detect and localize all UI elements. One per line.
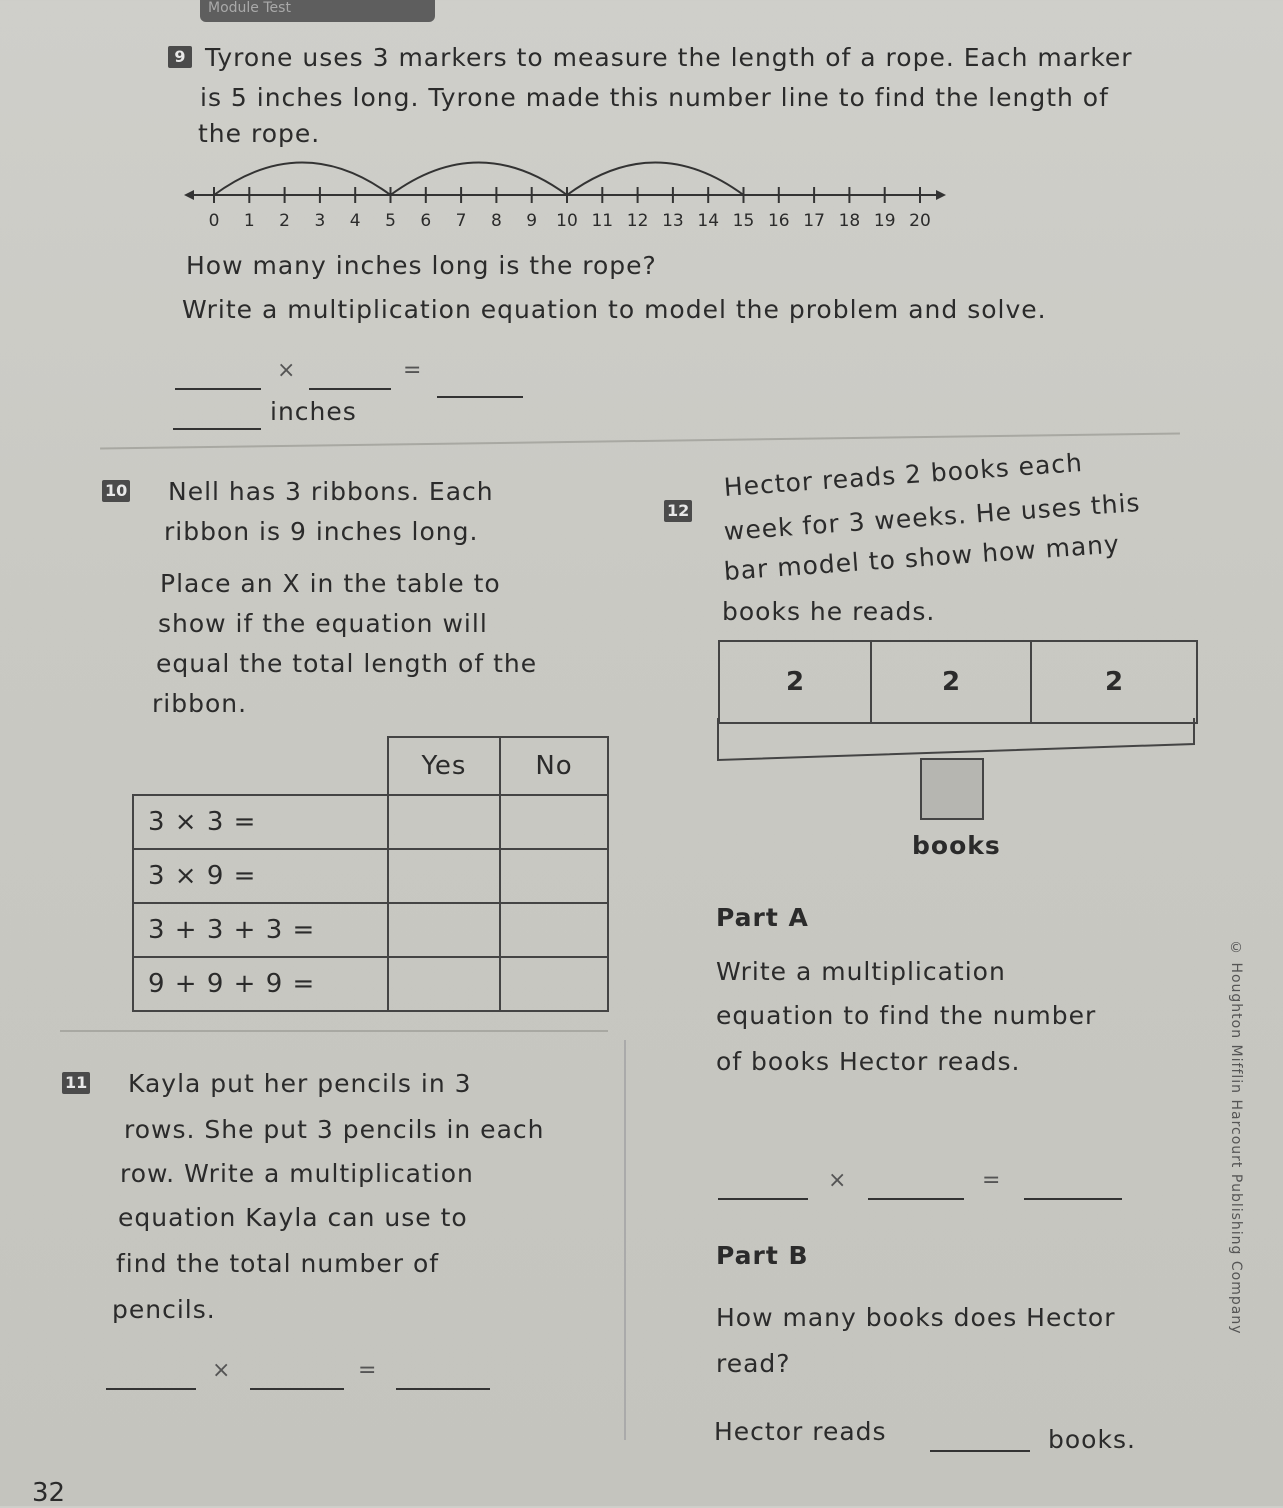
q11-number: 11 xyxy=(62,1072,90,1094)
q9-line1: Tyrone uses 3 markers to measure the length of a rope. Each marker xyxy=(205,43,1133,72)
q10-line5: equal the total length of the xyxy=(156,649,538,678)
q11-equation xyxy=(106,1358,506,1398)
tick-label: 0 xyxy=(208,211,220,231)
q9-equals: = xyxy=(403,358,422,383)
q12-answer-box[interactable] xyxy=(920,758,984,820)
q12-part-a-line3: of books Hector reads. xyxy=(716,1047,1021,1076)
q9-times: × xyxy=(277,358,296,383)
q10-row-4-equation: 9 + 9 + 9 = xyxy=(133,957,388,1011)
q11-equals: = xyxy=(358,1358,377,1383)
q12-part-b-line2: read? xyxy=(716,1349,791,1378)
q10-line2: ribbon is 9 inches long. xyxy=(164,517,479,546)
q12-total-bracket xyxy=(716,716,1198,764)
q10-line4: show if the equation will xyxy=(158,609,488,638)
q12-part-a-line1: Write a multiplication xyxy=(716,957,1006,986)
q12-factor1-blank[interactable] xyxy=(718,1178,808,1200)
tick-label: 11 xyxy=(591,211,614,231)
q12-line4: books he reads. xyxy=(722,597,936,626)
q12-factor2-blank[interactable] xyxy=(868,1178,964,1200)
tick-label: 12 xyxy=(626,211,649,231)
q10-table-header-yes: Yes xyxy=(388,737,500,795)
table-row xyxy=(133,957,608,1011)
q12-line3: bar model to show how many xyxy=(722,529,1121,586)
q12-answer-blank[interactable] xyxy=(930,1428,1030,1452)
table-row xyxy=(133,903,608,957)
q12-part-b-line1: How many books does Hector xyxy=(716,1303,1116,1332)
q12-answer-unit: books xyxy=(912,831,1001,860)
tick-label: 20 xyxy=(909,211,931,231)
tick-label: 2 xyxy=(279,211,291,231)
tick-label: 16 xyxy=(767,211,790,231)
q9-line3: the rope. xyxy=(198,119,321,148)
tick-label: 19 xyxy=(873,211,896,231)
q9-badge xyxy=(168,46,192,68)
q10-row-4-no-cell[interactable] xyxy=(500,957,608,1011)
q10-row-1-yes-cell[interactable] xyxy=(388,795,500,849)
q10-row-3-equation: 3 + 3 + 3 = xyxy=(133,903,388,957)
q11-line6: pencils. xyxy=(112,1295,216,1324)
q10-badge xyxy=(102,480,130,502)
q10-table-header-row xyxy=(133,737,608,795)
q10-row-4-yes-cell[interactable] xyxy=(388,957,500,1011)
q12-number: 12 xyxy=(664,500,692,522)
page-number: 32 xyxy=(32,1478,66,1508)
q12-part-b-title: Part B xyxy=(716,1241,809,1270)
jump-arc xyxy=(391,163,568,196)
tick-label: 4 xyxy=(349,211,361,231)
divider-q10 xyxy=(60,1030,608,1032)
q10-row-3-yes-cell[interactable] xyxy=(388,903,500,957)
q10-table-header-blank xyxy=(133,737,388,795)
q12-answer-suffix: books. xyxy=(1048,1425,1136,1454)
module-header-tab xyxy=(200,0,435,22)
q10-row-3-no-cell[interactable] xyxy=(500,903,608,957)
q11-line4: equation Kayla can use to xyxy=(118,1203,468,1232)
number-line-right-arrow xyxy=(936,190,946,200)
q12-line2: week for 3 weeks. He uses this xyxy=(722,487,1142,546)
q11-line2: rows. She put 3 pencils in each xyxy=(124,1115,545,1144)
q10-row-1-equation: 3 × 3 = xyxy=(133,795,388,849)
q10-line3: Place an X in the table to xyxy=(160,569,501,598)
q9-line2: is 5 inches long. Tyrone made this number line to find the length of xyxy=(200,83,1109,112)
q11-product-blank[interactable] xyxy=(396,1368,490,1390)
q12-product-blank[interactable] xyxy=(1024,1178,1122,1200)
q12-part-a-title: Part A xyxy=(716,903,809,932)
jump-arc xyxy=(214,163,391,196)
column-divider xyxy=(624,1040,626,1440)
tick-label: 7 xyxy=(455,211,467,231)
tick-label: 15 xyxy=(732,211,755,231)
bar-segment-2: 2 xyxy=(872,642,1032,722)
q11-factor1-blank[interactable] xyxy=(106,1368,196,1390)
q9-equation xyxy=(175,358,595,398)
q10-number: 10 xyxy=(102,480,130,502)
tick-label: 14 xyxy=(697,211,720,231)
q10-table xyxy=(132,736,609,1012)
tick-label: 6 xyxy=(420,211,432,231)
q11-times: × xyxy=(212,1358,231,1383)
q9-answer-blank[interactable] xyxy=(173,408,261,430)
q10-row-2-yes-cell[interactable] xyxy=(388,849,500,903)
jump-arc xyxy=(567,163,744,196)
number-line-jumps xyxy=(214,163,744,196)
q11-line3: row. Write a multiplication xyxy=(120,1159,474,1188)
q9-instruction: Write a multiplication equation to model the problem and solve. xyxy=(182,295,1047,324)
bar-segment-3: 2 xyxy=(1104,667,1124,697)
q10-line6: ribbon. xyxy=(152,689,248,718)
bar-segment-1: 2 xyxy=(720,642,872,722)
q9-product-blank[interactable] xyxy=(437,376,523,398)
q10-table-header-no: No xyxy=(500,737,608,795)
q9-factor2-blank[interactable] xyxy=(309,368,391,390)
module-label: Module Test xyxy=(208,0,291,16)
tick-label: 9 xyxy=(526,211,538,231)
tick-label: 3 xyxy=(314,211,326,231)
q12-part-a-line2: equation to find the number xyxy=(716,1001,1097,1030)
q12-equation xyxy=(718,1168,1138,1208)
q10-row-1-no-cell[interactable] xyxy=(500,795,608,849)
tick-label: 13 xyxy=(662,211,684,231)
tick-label: 5 xyxy=(385,211,396,231)
tick-label: 18 xyxy=(838,211,861,231)
tick-label: 10 xyxy=(556,211,578,231)
q9-number: 9 xyxy=(168,46,192,68)
tick-label: 8 xyxy=(490,211,502,231)
q10-row-2-equation: 3 × 9 = xyxy=(133,849,388,903)
table-row xyxy=(133,849,608,903)
copyright-notice: © Houghton Mifflin Harcourt Publishing Company xyxy=(1228,940,1244,1335)
q11-badge xyxy=(62,1072,90,1094)
q12-bar-model xyxy=(718,640,1198,724)
q11-factor2-blank[interactable] xyxy=(250,1368,344,1390)
q11-line1: Kayla put her pencils in 3 xyxy=(128,1069,472,1098)
q12-line1: Hector reads 2 books each xyxy=(722,447,1084,502)
q10-line1: Nell has 3 ribbons. Each xyxy=(168,477,494,506)
tick-label: 1 xyxy=(243,211,255,231)
q10-row-2-no-cell[interactable] xyxy=(500,849,608,903)
number-line-left-arrow xyxy=(184,190,194,200)
q12-times: × xyxy=(828,1168,847,1193)
q9-question: How many inches long is the rope? xyxy=(186,251,657,280)
q12-badge xyxy=(664,500,692,522)
q12-equals: = xyxy=(982,1168,1001,1193)
q9-factor1-blank[interactable] xyxy=(175,368,261,390)
tick-label: 17 xyxy=(803,211,825,231)
q12-answer-prefix: Hector reads xyxy=(714,1417,887,1446)
table-row xyxy=(133,795,608,849)
q11-line5: find the total number of xyxy=(116,1249,440,1278)
q9-unit: inches xyxy=(270,397,357,426)
q9-number-line xyxy=(180,140,960,252)
